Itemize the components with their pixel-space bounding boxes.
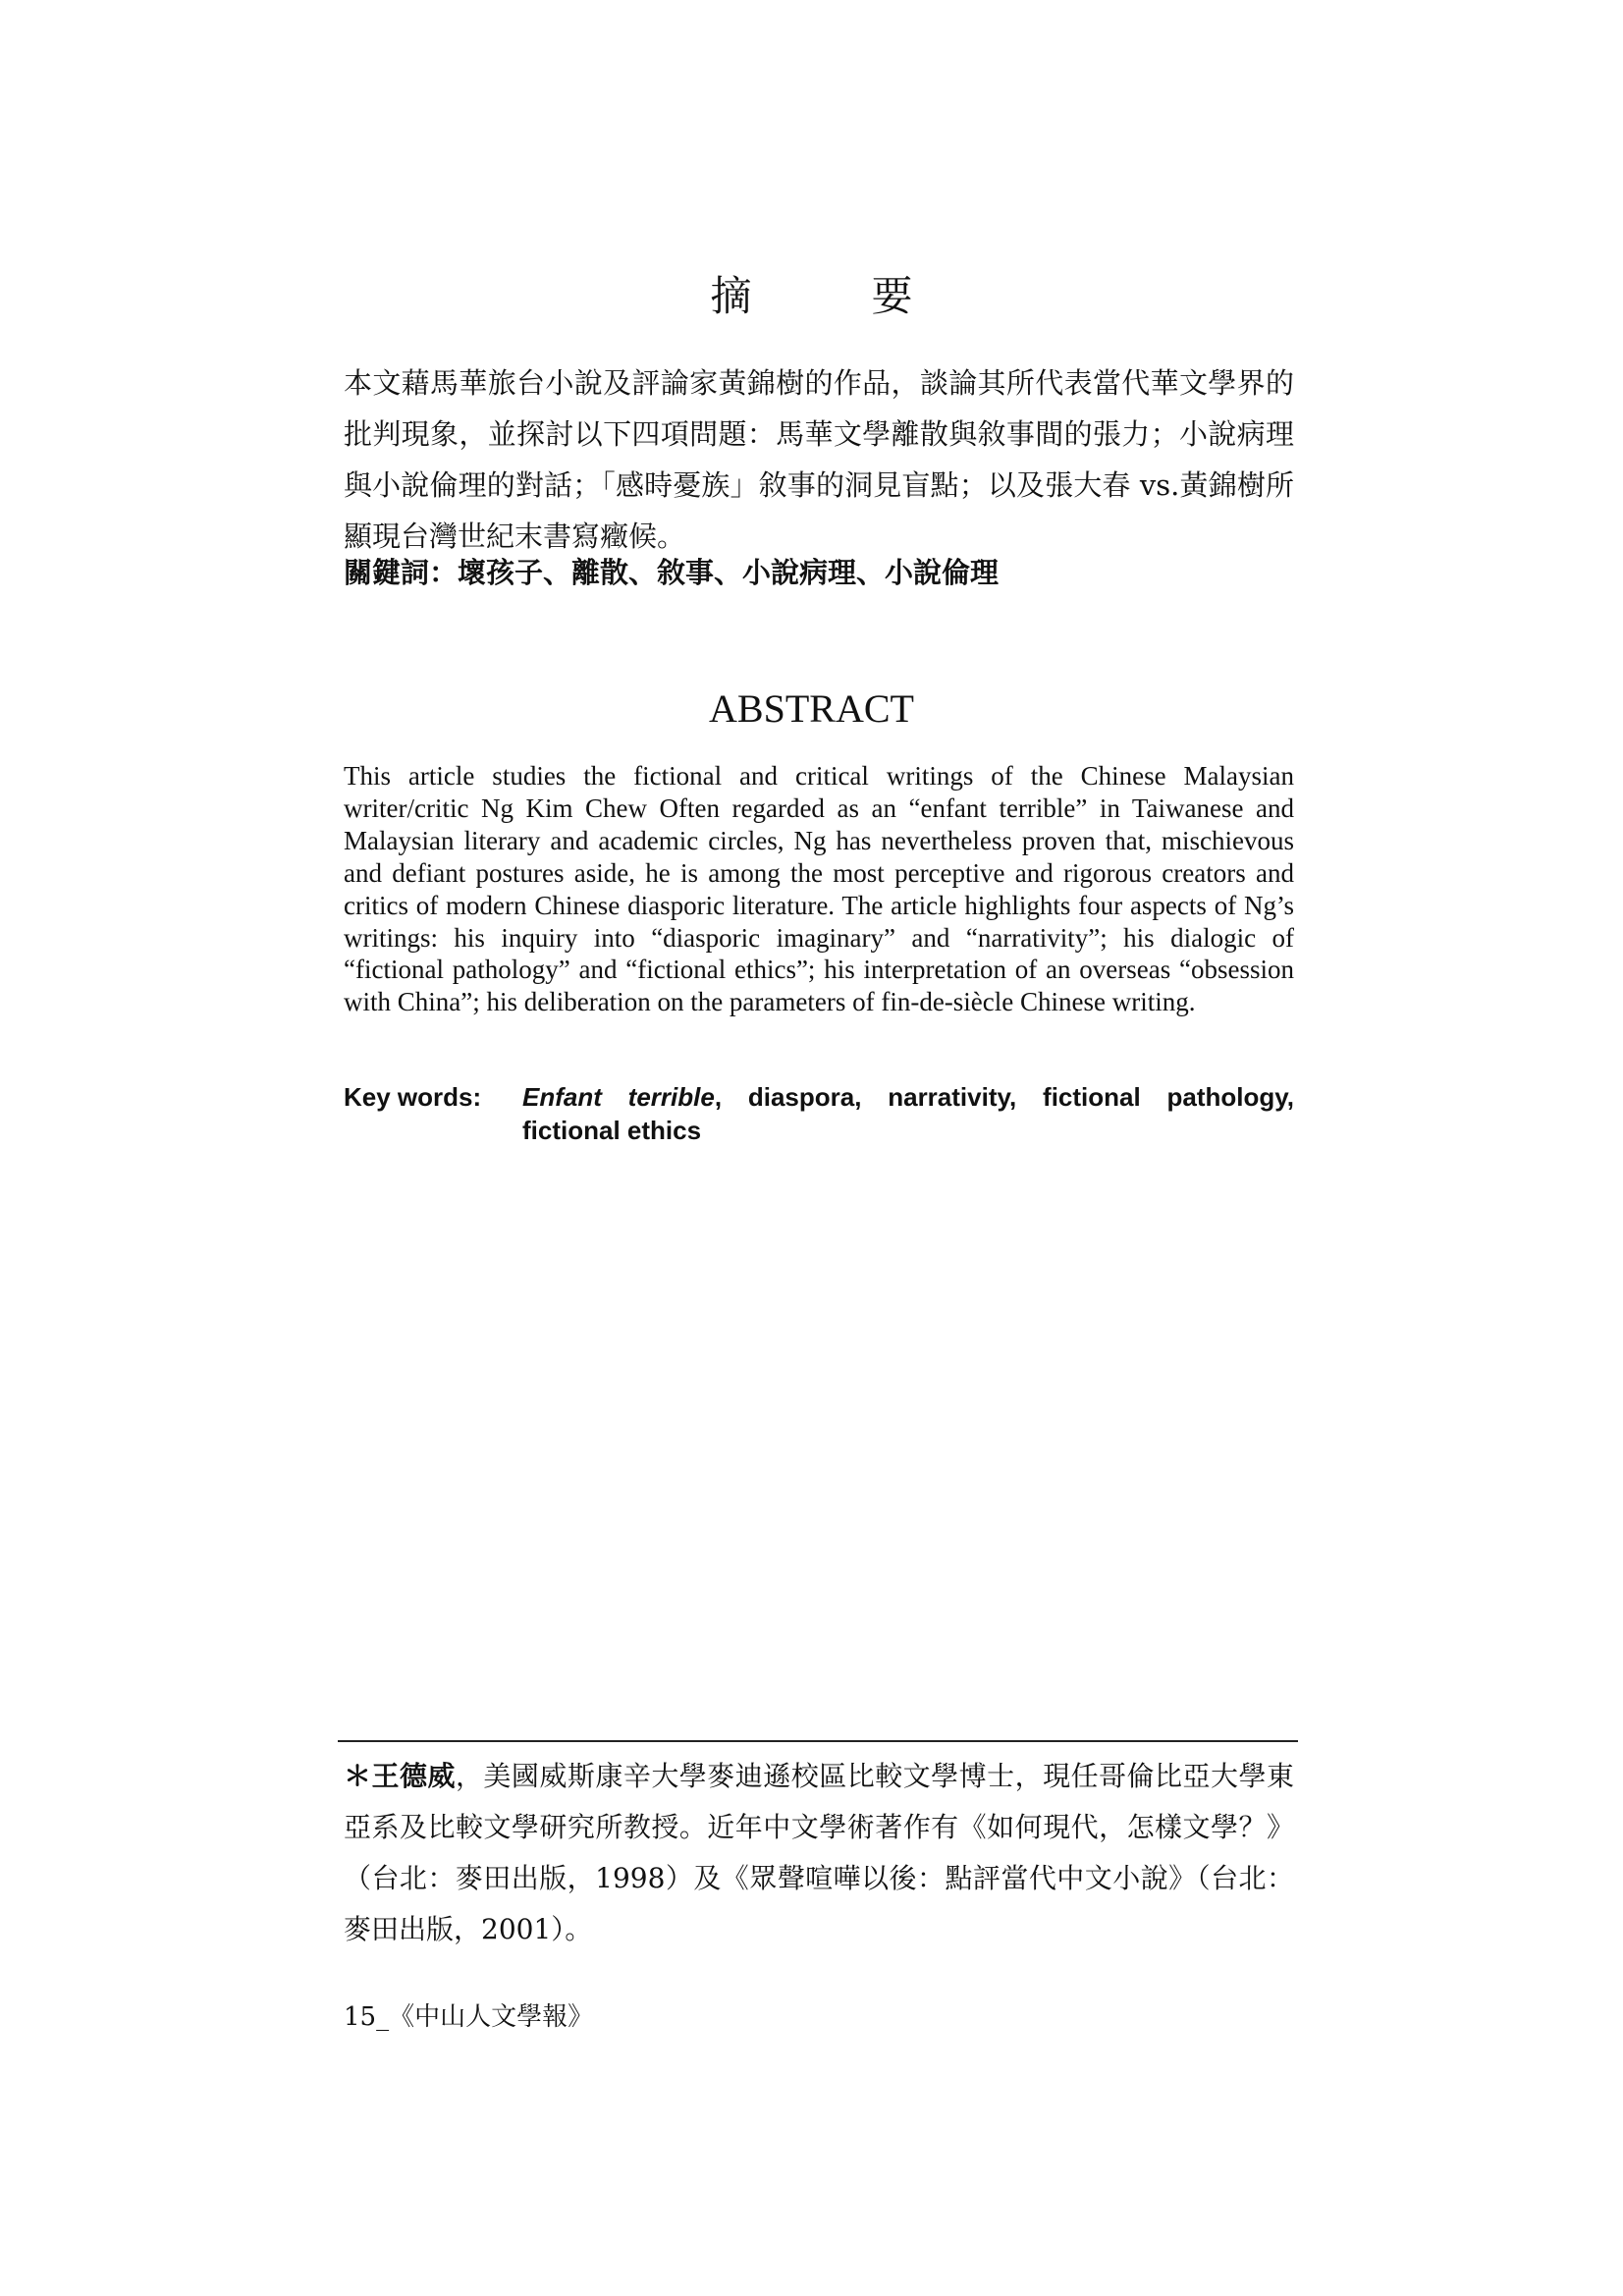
english-keywords-rest: , diaspora, narrativity, fictional pathology, fictional ethics bbox=[522, 1082, 1295, 1145]
footnote-marker: ＊ bbox=[344, 1760, 372, 1792]
english-keywords-label: Key words: bbox=[344, 1082, 482, 1112]
chinese-keywords-label: 關鍵詞： bbox=[344, 556, 459, 589]
english-keywords bbox=[344, 1080, 1294, 1147]
journal-name: 《中山人文學報》 bbox=[389, 2002, 594, 2032]
footnote-author-name: 王德威 bbox=[371, 1760, 456, 1792]
english-abstract-body: This article studies the fictional and critical writings of the Chinese Malaysian writer/critic Ng Kim Chew Often regarded as an “enfant terrible” in Taiwanese and Malaysian literary and academic circles, Ng has nevertheless proven that, mischievous and defiant postures aside, he is among the most perceptive and rigorous creators and critics of modern Chinese diasporic literature. The article highlights four aspects of Ng’s writings: his inquiry into “diasporic imaginary” and “narrativity”; his dialogic of “fictional pathology” and “fictional ethics”; his interpretation of an overseas “obsession with China”; his deliberation on the parameters of fin-de-siècle Chinese writing. bbox=[344, 761, 1294, 1017]
footnote-text: ，美國威斯康辛大學麥迪遜校區比較文學博士，現任哥倫比亞大學東亞系及比較文學研究所教授。近年中文學術著作有《如何現代，怎樣文學？》（台北：麥田出版，1998）及《眾聲喧嘩以後：點評當代中文小說》（台北：麥田出版，2001）。 bbox=[344, 1760, 1294, 1945]
chinese-abstract-body: 本文藉馬華旅台小說及評論家黃錦樹的作品，談論其所代表當代華文學界的批判現象，並探討以下四項問題：馬華文學離散與敘事間的張力；小說病理與小說倫理的對話；「感時憂族」敘事的洞見盲點；以及張大春 vs.黃錦樹所顯現台灣世紀末書寫癥候。 bbox=[344, 366, 1294, 553]
chinese-keywords bbox=[344, 548, 1294, 597]
footnote-divider bbox=[338, 1740, 1298, 1742]
author-footnote bbox=[344, 1751, 1294, 1955]
english-keywords-list bbox=[522, 1080, 1294, 1147]
english-keyword-emphasis: Enfant terrible bbox=[522, 1082, 715, 1112]
chinese-keywords-list: 壞孩子、離散、敘事、小說病理、小說倫理 bbox=[458, 556, 1000, 589]
page-footer-separator: _ bbox=[376, 2002, 390, 2032]
english-abstract-title: ABSTRACT bbox=[709, 686, 914, 731]
chinese-abstract-title: 摘 要 bbox=[710, 272, 952, 320]
page-footer bbox=[344, 1997, 593, 2037]
page-number: 15 bbox=[344, 2002, 377, 2032]
